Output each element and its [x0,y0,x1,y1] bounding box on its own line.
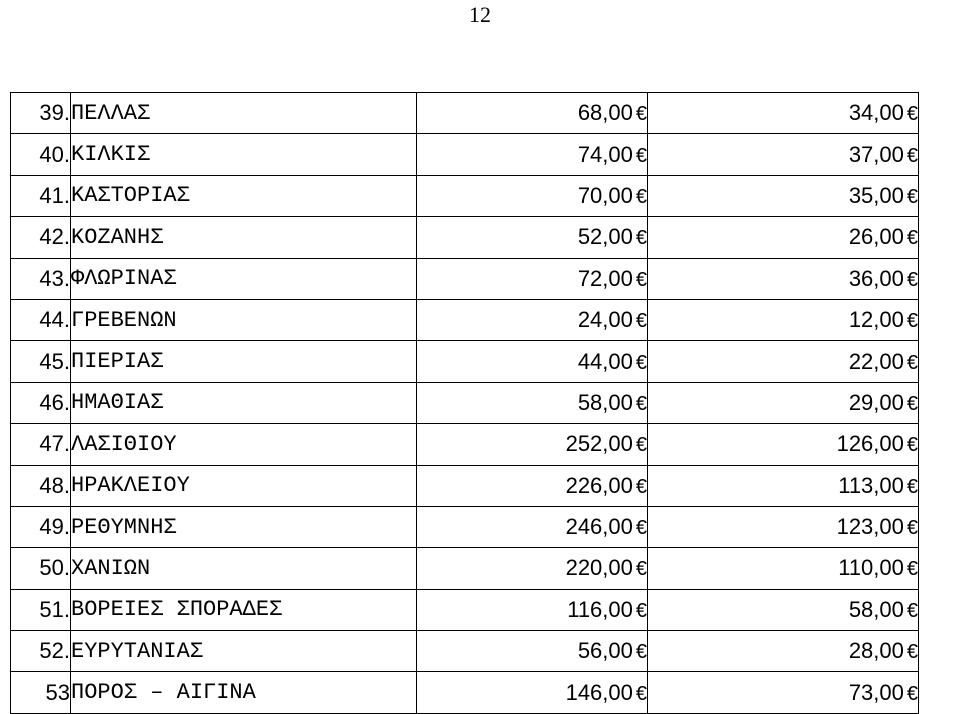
table-row [11,341,919,382]
table-row [11,175,919,216]
row-number: 49. [11,506,71,547]
region-name: ΠΕΛΛΑΣ [71,93,417,134]
page-number: 12 [469,2,491,27]
row-number: 42. [11,217,71,258]
row-number: 50. [11,548,71,589]
reduced-fee-amount [648,299,919,340]
reduced-fee-amount [648,382,919,423]
euro-sign: € [906,351,918,374]
region-name: ΚΟΖΑΝΗΣ [71,217,417,258]
amount-value: 22,00 [848,348,904,374]
amount-value: 29,00 [848,389,904,415]
table-row [11,258,919,299]
euro-sign: € [906,144,918,167]
row-number: 53 [11,672,71,713]
amount-value: 126,00 [836,431,904,457]
amount-value: 73,00 [848,679,904,705]
fee-amount [417,589,648,630]
amount-value: 246,00 [565,514,633,540]
row-number: 52. [11,631,71,672]
amount-value: 58,00 [848,596,904,622]
row-number: 41. [11,175,71,216]
table-row [11,465,919,506]
amount-value: 146,00 [565,679,633,705]
euro-sign: € [635,558,647,581]
table-row [11,134,919,175]
euro-sign: € [635,682,647,705]
euro-sign: € [635,268,647,291]
table-row [11,548,919,589]
euro-sign: € [635,103,647,126]
euro-sign: € [906,682,918,705]
fee-amount [417,631,648,672]
table-row [11,93,919,134]
region-name: ΠΟΡΟΣ – ΑΙΓΙΝΑ [71,672,417,713]
amount-value: 52,00 [577,224,633,250]
fee-amount [417,175,648,216]
euro-sign: € [635,434,647,457]
fee-amount [417,217,648,258]
amount-value: 116,00 [567,596,633,622]
euro-sign: € [906,517,918,540]
amount-value: 220,00 [565,555,633,581]
amount-value: 226,00 [565,472,633,498]
reduced-fee-amount [648,589,919,630]
euro-sign: € [635,310,647,333]
euro-sign: € [906,641,918,664]
amount-value: 58,00 [577,389,633,415]
row-number: 40. [11,134,71,175]
euro-sign: € [635,475,647,498]
reduced-fee-amount [648,93,919,134]
table-row [11,589,919,630]
amount-value: 56,00 [577,638,633,664]
amount-value: 113,00 [838,472,904,498]
amount-value: 35,00 [848,182,904,208]
region-name: ΠΙΕΡΙΑΣ [71,341,417,382]
region-name: ΒΟΡΕΙΕΣ ΣΠΟΡΑΔΕΣ [71,589,417,630]
fee-amount [417,299,648,340]
reduced-fee-amount [648,134,919,175]
amount-value: 34,00 [848,100,904,126]
region-name: ΕΥΡΥΤΑΝΙΑΣ [71,631,417,672]
fee-amount [417,672,648,713]
fee-amount [417,341,648,382]
euro-sign: € [906,185,918,208]
amount-value: 110,00 [838,555,904,581]
euro-sign: € [635,517,647,540]
row-number: 46. [11,382,71,423]
row-number: 48. [11,465,71,506]
amount-value: 12,00 [848,307,904,333]
table-row [11,424,919,465]
reduced-fee-amount [648,175,919,216]
region-name: ΡΕΘΥΜΝΗΣ [71,506,417,547]
euro-sign: € [906,599,918,622]
reduced-fee-amount [648,258,919,299]
table-row [11,631,919,672]
amount-value: 74,00 [577,141,633,167]
amount-value: 123,00 [836,514,904,540]
euro-sign: € [635,185,647,208]
table-row [11,382,919,423]
fee-amount [417,424,648,465]
table-row [11,217,919,258]
fee-amount [417,506,648,547]
region-name: ΗΡΑΚΛΕΙΟΥ [71,465,417,506]
reduced-fee-amount [648,631,919,672]
row-number: 47. [11,424,71,465]
euro-sign: € [635,351,647,374]
amount-value: 28,00 [848,638,904,664]
amount-value: 44,00 [577,348,633,374]
fee-amount [417,382,648,423]
row-number: 39. [11,93,71,134]
amount-value: 72,00 [577,265,633,291]
euro-sign: € [906,558,918,581]
region-name: ΧΑΝΙΩΝ [71,548,417,589]
row-number: 44. [11,299,71,340]
fees-table-body [11,93,919,714]
row-number: 51. [11,589,71,630]
euro-sign: € [906,310,918,333]
fee-amount [417,548,648,589]
table-row [11,506,919,547]
amount-value: 252,00 [565,431,633,457]
reduced-fee-amount [648,217,919,258]
region-name: ΓΡΕΒΕΝΩΝ [71,299,417,340]
row-number: 45. [11,341,71,382]
euro-sign: € [906,227,918,250]
amount-value: 37,00 [848,141,904,167]
region-name: ΗΜΑΘΙΑΣ [71,382,417,423]
region-name: ΚΑΣΤΟΡΙΑΣ [71,175,417,216]
fee-amount [417,258,648,299]
euro-sign: € [906,434,918,457]
row-number: 43. [11,258,71,299]
amount-value: 24,00 [577,307,633,333]
reduced-fee-amount [648,672,919,713]
euro-sign: € [906,103,918,126]
fee-amount [417,134,648,175]
euro-sign: € [906,392,918,415]
table-row [11,672,919,713]
amount-value: 36,00 [848,265,904,291]
euro-sign: € [906,268,918,291]
table-row [11,299,919,340]
region-name: ΦΛΩΡΙΝΑΣ [71,258,417,299]
region-name: ΚΙΛΚΙΣ [71,134,417,175]
reduced-fee-amount [648,506,919,547]
fee-amount [417,465,648,506]
euro-sign: € [635,641,647,664]
euro-sign: € [906,475,918,498]
region-name: ΛΑΣΙΘΙΟΥ [71,424,417,465]
euro-sign: € [635,392,647,415]
fees-table [10,92,919,714]
amount-value: 68,00 [577,100,633,126]
fee-amount [417,93,648,134]
reduced-fee-amount [648,465,919,506]
euro-sign: € [635,227,647,250]
reduced-fee-amount [648,424,919,465]
amount-value: 26,00 [848,224,904,250]
reduced-fee-amount [648,341,919,382]
reduced-fee-amount [648,548,919,589]
euro-sign: € [635,599,647,622]
amount-value: 70,00 [577,182,633,208]
euro-sign: € [635,144,647,167]
